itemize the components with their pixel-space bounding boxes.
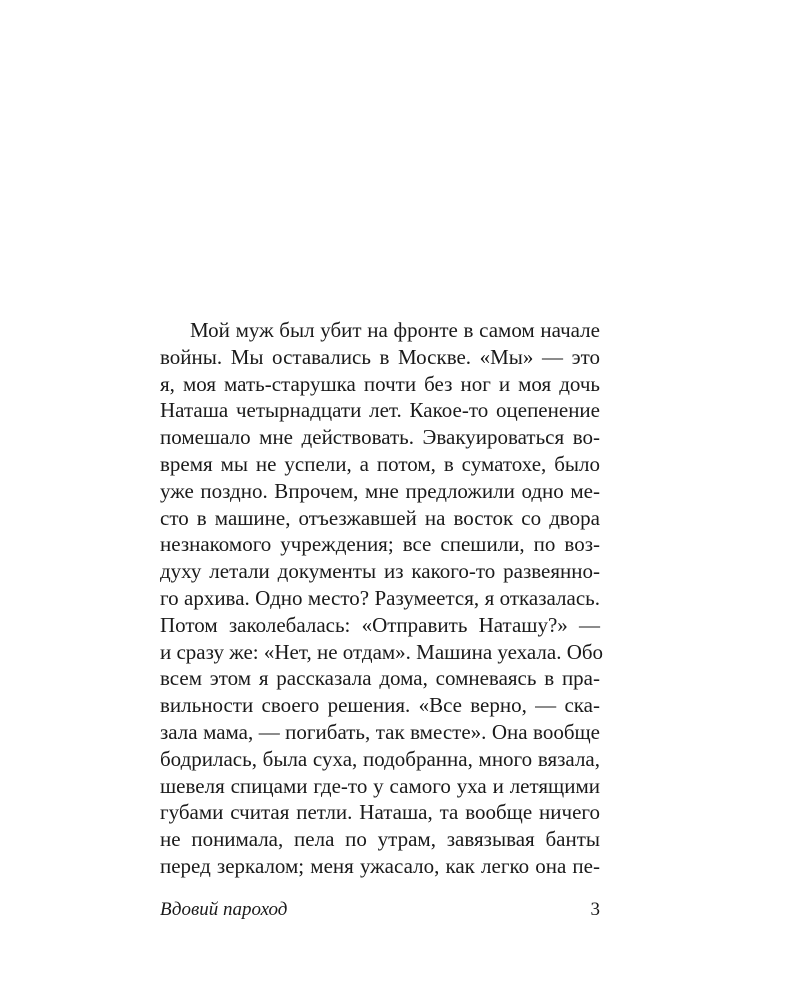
text-line: губами считая петли. Наташа, та вообще ничего: [160, 800, 600, 825]
page-footer: [160, 899, 600, 927]
text-line: зала мама, — погибать, так вместе». Она вообще: [160, 719, 600, 744]
text-line: духу летали документы из какого-то развеянно-: [160, 559, 600, 584]
text-line: незнакомого учреждения; все спешили, по воз-: [160, 532, 600, 557]
text-line: не понимала, пела по утрам, завязывая банты: [160, 827, 600, 852]
text-line: го архива. Одно место? Разумеется, я отказалась.: [160, 585, 600, 610]
text-line: я, моя мать-старушка почти без ног и моя дочь: [160, 371, 600, 396]
text-line: и сразу же: «Нет, не отдам». Машина уехала. Обо: [160, 639, 604, 664]
text-line: шевеля спицами где-то у самого уха и летящими: [160, 773, 600, 798]
body-text: [160, 317, 604, 880]
text-line: Мой муж был убит на фронте в самом начале: [190, 318, 600, 342]
text-line: перед зеркалом; меня ужасало, как легко она пе-: [160, 853, 600, 878]
text-line: время мы не успели, а потом, в суматохе, было: [160, 451, 600, 476]
text-line: всем этом я рассказала дома, сомневаясь в пра-: [160, 666, 600, 691]
text-line: сто в машине, отъезжавшей на восток со двора: [160, 505, 600, 530]
text-line: войны. Мы оставались в Москве. «Мы» — это: [160, 344, 600, 369]
running-title: Вдовий пароход: [160, 899, 288, 920]
text-line: Потом заколебалась: «Отправить Наташу?» —: [160, 612, 600, 637]
text-line: бодрилась, была суха, подобранна, много вязала,: [160, 746, 600, 771]
text-line: вильности своего решения. «Все верно, — ска-: [160, 693, 600, 718]
text-line: Наташа четырнадцати лет. Какое-то оцепенение: [160, 398, 600, 423]
page-number: 3: [590, 899, 600, 920]
text-line: помешало мне действовать. Эвакуироваться во-: [160, 425, 600, 450]
text-line: уже поздно. Впрочем, мне предложили одно ме-: [160, 478, 600, 503]
